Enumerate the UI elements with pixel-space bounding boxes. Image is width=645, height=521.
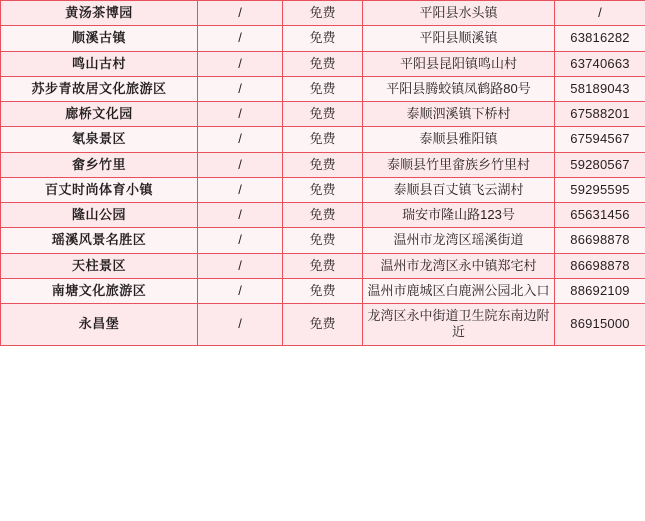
cell-address: 温州市龙湾区永中镇郑宅村	[363, 253, 555, 278]
cell-address: 温州市鹿城区白鹿洲公园北入口	[363, 278, 555, 303]
cell-address: 龙湾区永中街道卫生院东南边附近	[363, 304, 555, 346]
table-row	[1, 203, 645, 228]
table-row	[1, 152, 645, 177]
cell-discount-policy: 免费	[283, 76, 363, 101]
cell-ticket-price: /	[198, 26, 283, 51]
cell-address: 平阳县顺溪镇	[363, 26, 555, 51]
cell-scenic-name: 畲乡竹里	[1, 152, 198, 177]
cell-ticket-price: /	[198, 102, 283, 127]
cell-phone: 58189043	[555, 76, 645, 101]
cell-discount-policy: 免费	[283, 253, 363, 278]
cell-ticket-price: /	[198, 1, 283, 26]
cell-discount-policy: 免费	[283, 1, 363, 26]
table-row	[1, 26, 645, 51]
cell-ticket-price: /	[198, 278, 283, 303]
cell-phone: 67588201	[555, 102, 645, 127]
table-row	[1, 228, 645, 253]
cell-address: 泰顺县雅阳镇	[363, 127, 555, 152]
cell-discount-policy: 免费	[283, 152, 363, 177]
cell-phone: 59280567	[555, 152, 645, 177]
cell-discount-policy: 免费	[283, 278, 363, 303]
cell-discount-policy: 免费	[283, 26, 363, 51]
table-body	[1, 1, 645, 346]
cell-scenic-name: 天柱景区	[1, 253, 198, 278]
cell-discount-policy: 免费	[283, 177, 363, 202]
cell-phone: 59295595	[555, 177, 645, 202]
cell-phone: 88692109	[555, 278, 645, 303]
cell-discount-policy: 免费	[283, 102, 363, 127]
cell-address: 泰顺县竹里畲族乡竹里村	[363, 152, 555, 177]
cell-discount-policy: 免费	[283, 304, 363, 346]
cell-address: 平阳县水头镇	[363, 1, 555, 26]
table-row	[1, 304, 645, 346]
table-row	[1, 102, 645, 127]
cell-scenic-name: 苏步青故居文化旅游区	[1, 76, 198, 101]
cell-scenic-name: 鸣山古村	[1, 51, 198, 76]
cell-phone: 63740663	[555, 51, 645, 76]
cell-discount-policy: 免费	[283, 127, 363, 152]
cell-scenic-name: 廊桥文化园	[1, 102, 198, 127]
cell-scenic-name: 瑶溪风景名胜区	[1, 228, 198, 253]
cell-discount-policy: 免费	[283, 228, 363, 253]
cell-address: 温州市龙湾区瑶溪街道	[363, 228, 555, 253]
cell-address: 泰顺泗溪镇下桥村	[363, 102, 555, 127]
cell-ticket-price: /	[198, 51, 283, 76]
cell-ticket-price: /	[198, 177, 283, 202]
table-row	[1, 127, 645, 152]
cell-phone: 86698878	[555, 228, 645, 253]
table-row	[1, 278, 645, 303]
cell-scenic-name: 永昌堡	[1, 304, 198, 346]
cell-phone: 67594567	[555, 127, 645, 152]
cell-ticket-price: /	[198, 203, 283, 228]
cell-phone: 86698878	[555, 253, 645, 278]
cell-address: 平阳县昆阳镇鸣山村	[363, 51, 555, 76]
cell-ticket-price: /	[198, 152, 283, 177]
cell-ticket-price: /	[198, 76, 283, 101]
cell-discount-policy: 免费	[283, 203, 363, 228]
cell-phone: 65631456	[555, 203, 645, 228]
cell-ticket-price: /	[198, 228, 283, 253]
cell-address: 平阳县腾蛟镇凤鹤路80号	[363, 76, 555, 101]
cell-ticket-price: /	[198, 127, 283, 152]
table-row	[1, 51, 645, 76]
table-row	[1, 177, 645, 202]
cell-ticket-price: /	[198, 304, 283, 346]
cell-scenic-name: 黄汤茶博园	[1, 1, 198, 26]
cell-scenic-name: 顺溪古镇	[1, 26, 198, 51]
cell-address: 泰顺县百丈镇飞云湖村	[363, 177, 555, 202]
cell-phone: 86915000	[555, 304, 645, 346]
table-row	[1, 253, 645, 278]
cell-phone: /	[555, 1, 645, 26]
cell-discount-policy: 免费	[283, 51, 363, 76]
cell-scenic-name: 隆山公园	[1, 203, 198, 228]
cell-scenic-name: 南塘文化旅游区	[1, 278, 198, 303]
table-row	[1, 76, 645, 101]
cell-address: 瑞安市隆山路123号	[363, 203, 555, 228]
table-row	[1, 1, 645, 26]
cell-scenic-name: 氡泉景区	[1, 127, 198, 152]
cell-scenic-name: 百丈时尚体育小镇	[1, 177, 198, 202]
cell-ticket-price: /	[198, 253, 283, 278]
cell-phone: 63816282	[555, 26, 645, 51]
